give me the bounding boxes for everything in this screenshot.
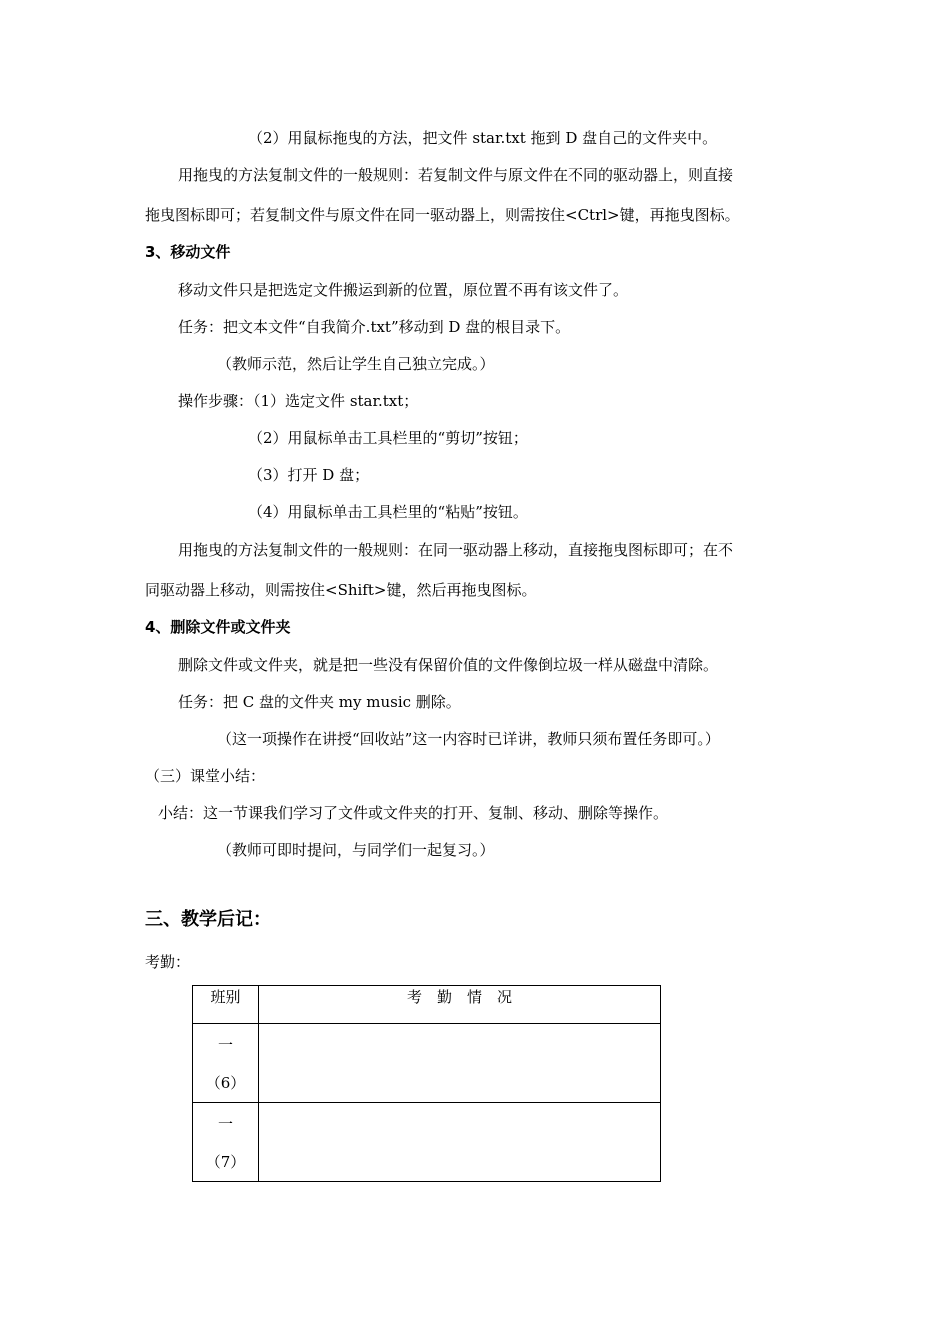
- paragraph-line: 操作步骤：（1）选定文件 star.txt；: [178, 392, 419, 410]
- subheading-summary: （三）课堂小结：: [145, 767, 266, 785]
- paragraph-line: （2）用鼠标单击工具栏里的“剪切”按钮；: [248, 429, 528, 447]
- paragraph-line: 删除文件或文件夹，就是把一些没有保留价值的文件像倒垃圾一样从磁盘中清除。: [178, 656, 719, 674]
- paragraph-line: （教师可即时提问，与同学们一起复习。）: [217, 841, 495, 859]
- paragraph-line: （2）用鼠标拖曳的方法，把文件 star.txt 拖到 D 盘自己的文件夹中。: [248, 129, 718, 147]
- attendance-label: 考勤：: [145, 953, 191, 971]
- paragraph-line: 同驱动器上移动，则需按住<Shift>键，然后再拖曳图标。: [145, 581, 537, 599]
- table-header-row: [193, 986, 661, 1024]
- section-heading: 三、教学后记：: [145, 909, 271, 930]
- paragraph-line: 用拖曳的方法复制文件的一般规则：在同一驱动器上移动，直接拖曳图标即可；在不: [178, 541, 734, 559]
- paragraph-line: 任务：把 C 盘的文件夹 my music 删除。: [178, 693, 461, 711]
- paragraph-line: 任务：把文本文件“自我简介.txt”移动到 D 盘的根目录下。: [178, 318, 571, 336]
- attendance-cell[interactable]: [259, 1024, 661, 1103]
- paragraph-line: （3）打开 D 盘；: [248, 466, 370, 484]
- subheading-delete-file: 4、删除文件或文件夹: [145, 618, 291, 636]
- paragraph-line: 移动文件只是把选定文件搬运到新的位置，原位置不再有该文件了。: [178, 281, 629, 299]
- paragraph-line: （4）用鼠标单击工具栏里的“粘贴”按钮。: [248, 503, 528, 521]
- paragraph-line: 小结：这一节课我们学习了文件或文件夹的打开、复制、移动、删除等操作。: [158, 804, 669, 822]
- subheading-move-file: 3、移动文件: [145, 243, 231, 261]
- attendance-table: [192, 985, 661, 1182]
- paragraph-line: 用拖曳的方法复制文件的一般规则：若复制文件与原文件在不同的驱动器上，则直接: [178, 166, 734, 184]
- attendance-cell[interactable]: [259, 1103, 661, 1182]
- header-attendance: 考 勤 情 况: [259, 986, 661, 1024]
- header-class: 班别: [193, 986, 259, 1024]
- table-row: [193, 1103, 661, 1182]
- paragraph-line: （这一项操作在讲授“回收站”这一内容时已详讲，教师只须布置任务即可。）: [217, 730, 720, 748]
- paragraph-line: （教师示范，然后让学生自己独立完成。）: [217, 355, 495, 373]
- class-cell: 一 （6）: [193, 1024, 259, 1103]
- paragraph-line: 拖曳图标即可；若复制文件与原文件在同一驱动器上，则需按住<Ctrl>键，再拖曳图标。: [145, 206, 740, 224]
- table-row: [193, 1024, 661, 1103]
- class-cell: 一 （7）: [193, 1103, 259, 1182]
